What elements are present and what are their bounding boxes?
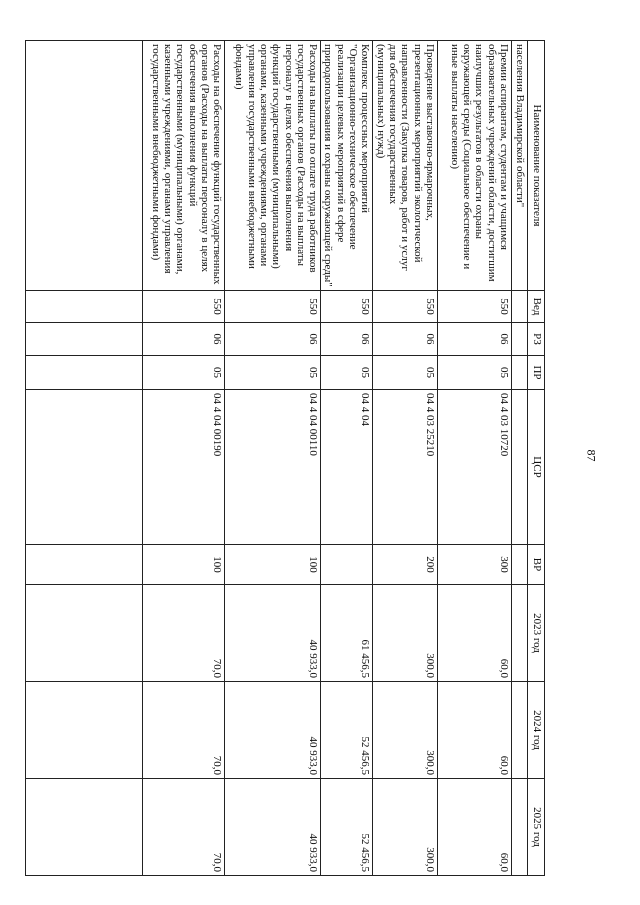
cell-csr: 04 4 04 (321, 390, 373, 545)
header-2023: 2023 год (528, 585, 545, 682)
header-name: Наименование показателя (528, 41, 545, 291)
header-csr: ЦСР (528, 390, 545, 545)
cell-2024: 300,0 (373, 682, 438, 779)
cell-ved: 550 (143, 291, 225, 323)
cell-csr: 04 4 04 00190 (143, 390, 225, 545)
cell-rz: 06 (438, 323, 512, 356)
cell-csr: 04 4 04 00110 (225, 390, 321, 545)
cell-pr: 05 (321, 356, 373, 390)
cell-name: Премии аспирантам, студентам и учащимся образовательных учреждений области, достигшим наилучших результатов в области охраны окружающей среды (Социальное обеспечение и иные выплаты населению) (438, 41, 512, 291)
table-row (225, 41, 321, 876)
header-ved: Вед (528, 291, 545, 323)
cell-ved (512, 291, 528, 323)
cell-2023 (512, 585, 528, 682)
cell-2024: 60,0 (438, 682, 512, 779)
cell-pr: 05 (438, 356, 512, 390)
cell-2024: 52 456,5 (321, 682, 373, 779)
cell-ved: 550 (225, 291, 321, 323)
table-row (143, 41, 225, 876)
cell-vr: 200 (373, 545, 438, 585)
cell-rz: 06 (143, 323, 225, 356)
table-row (512, 41, 528, 876)
cell-2024 (512, 682, 528, 779)
budget-table (25, 40, 545, 876)
cell-2025: 70,0 (143, 779, 225, 876)
cell-rz: 06 (321, 323, 373, 356)
table-row (373, 41, 438, 876)
cell-csr: 04 4 03 10720 (438, 390, 512, 545)
cell-ved: 550 (438, 291, 512, 323)
cell-2023: 70,0 (143, 585, 225, 682)
cell-pr (512, 356, 528, 390)
cell-vr: 100 (143, 545, 225, 585)
cell-pr: 05 (143, 356, 225, 390)
cell-2023: 60,0 (438, 585, 512, 682)
cell-csr (512, 390, 528, 545)
cell-2025: 52 456,5 (321, 779, 373, 876)
cell-pr: 05 (373, 356, 438, 390)
cell-2023: 300,0 (373, 585, 438, 682)
cell-ved: 550 (373, 291, 438, 323)
header-rz: РЗ (528, 323, 545, 356)
cell-ved: 550 (321, 291, 373, 323)
header-2025: 2025 год (528, 779, 545, 876)
cell-rz: 06 (225, 323, 321, 356)
header-vr: ВР (528, 545, 545, 585)
cell-2025 (512, 779, 528, 876)
cell-vr: 100 (225, 545, 321, 585)
cell-name: Комплекс процессных мероприятий "Организационно-техническое обеспечение реализации целевых мероприятий в сфере природопользования и охраны окружающей среды" (321, 41, 373, 291)
cell-csr: 04 4 03 25210 (373, 390, 438, 545)
cell-2025: 300,0 (373, 779, 438, 876)
header-2024: 2024 год (528, 682, 545, 779)
page-number: 87 (584, 449, 599, 462)
cell-pr: 05 (225, 356, 321, 390)
header-pr: ПР (528, 356, 545, 390)
cell-vr (321, 545, 373, 585)
cell-2024: 40 933,0 (225, 682, 321, 779)
table-row (321, 41, 373, 876)
cell-vr (512, 545, 528, 585)
cell-name: Расходы на обеспечение функций государственных органов (Расходы на выплаты персоналу в целях обеспечения выполнения функций государственными (муниципальными) органами, казенными учреждениями, органами управления государственными внебюджетными фондами) (143, 41, 225, 291)
cell-rz (512, 323, 528, 356)
rotated-page-content (25, 40, 545, 875)
cell-name: Проведение выставочно-ярмарочных, презентационных мероприятий экологической направленности (Закупка товаров, работ и услуг для обеспечения государственных (муниципальных) нужд) (373, 41, 438, 291)
table-header-row (528, 41, 545, 876)
cell-2024: 70,0 (143, 682, 225, 779)
cell-vr: 300 (438, 545, 512, 585)
cell-rz: 06 (373, 323, 438, 356)
table-row (438, 41, 512, 876)
cell-2025: 40 933,0 (225, 779, 321, 876)
cell-2023: 40 933,0 (225, 585, 321, 682)
cell-name: населения Владимирской области" (512, 41, 528, 291)
table-row-remainder (26, 41, 143, 876)
cell-name: Расходы на выплаты по оплате труда работников государственных органов (Расходы на выплаты персоналу в целях обеспечения выполнения функций государственными (муниципальными) органами, казенными учреждениями, органами управления государственными внебюджетными фондами) (225, 41, 321, 291)
cell-2025: 60,0 (438, 779, 512, 876)
cell-2023: 61 456,5 (321, 585, 373, 682)
